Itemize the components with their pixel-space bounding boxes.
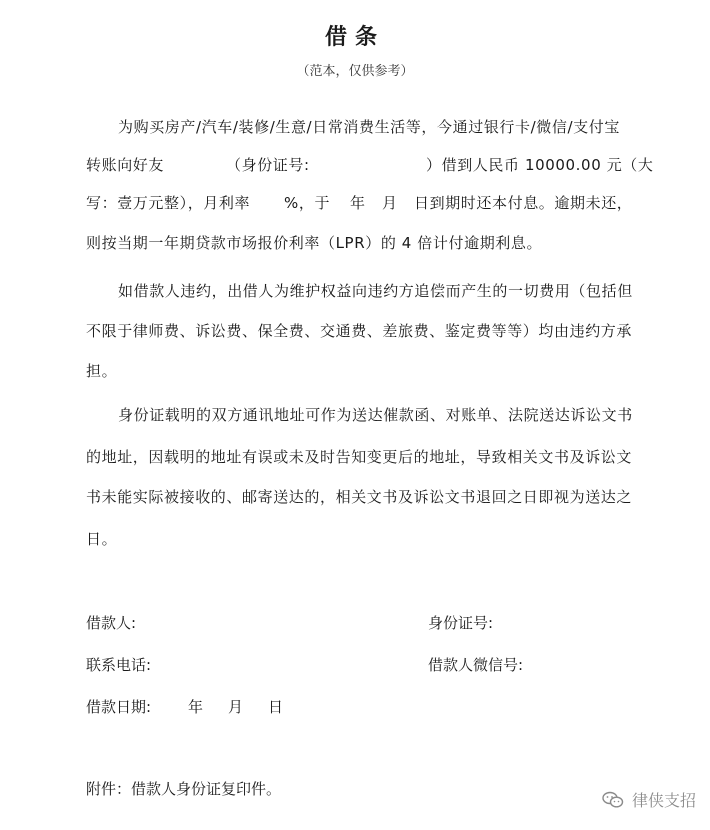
para1-line3-due: 日到期时还本付息。逾期未还， [414,194,633,212]
watermark-text: 律侠支招 [631,791,696,810]
para2-line1: 如借款人违约，出借人为维护权益向违约方追偿而产生的一切费用（包括但 [118,282,633,300]
para3-line2: 的地址，因载明的地址有误或未及时告知变更后的地址，导致相关文书及诉讼文 [86,448,633,466]
para1-line3-percent: %，于 [284,194,331,212]
para1-line3-month: 月 [382,194,398,212]
loan-date-year: 年 [188,698,204,716]
para1-line1: 为购买房产/汽车/装修/生意/日常消费生活等，今通过银行卡/微信/支付宝 [118,118,620,136]
para3-line4: 日。 [86,530,118,548]
borrower-label: 借款人: [86,614,137,632]
para1-line3-rate: 写：壹万元整），月利率 [86,194,251,212]
para1-line3-year: 年 [350,194,366,212]
para1-line4: 则按当期一年期贷款市场报价利率（LPR）的 4 倍计付逾期利息。 [86,234,543,252]
para1-line2-lender: 转账向好友 [86,156,165,174]
wechat-icon [602,791,624,809]
loan-date-month: 月 [228,698,244,716]
document-title: 借条 [324,25,385,50]
watermark [602,788,696,811]
para1-line2-id: （身份证号: [226,156,310,174]
wechat-id-label: 借款人微信号: [428,656,524,674]
loan-date-label: 借款日期: [86,698,152,716]
attachment-note: 附件：借款人身份证复印件。 [86,780,282,798]
id-number-label: 身份证号: [428,614,494,632]
document-subtitle: （范本，仅供参考） [296,64,414,79]
para3-line1: 身份证载明的双方通讯地址可作为送达催款函、对账单、法院送达诉讼文书 [118,406,633,424]
phone-label: 联系电话: [86,656,152,674]
loan-date-day: 日 [268,698,284,716]
para2-line2: 不限于律师费、诉讼费、保全费、交通费、差旅费、鉴定费等等）均由违约方承 [86,322,633,340]
para2-line3: 担。 [86,362,118,380]
para1-line2-amount: ）借到人民币 10000.00 元（大 [426,156,654,174]
para3-line3: 书未能实际被接收的、邮寄送达的，相关文书及诉讼文书退回之日即视为送达之 [86,488,633,506]
